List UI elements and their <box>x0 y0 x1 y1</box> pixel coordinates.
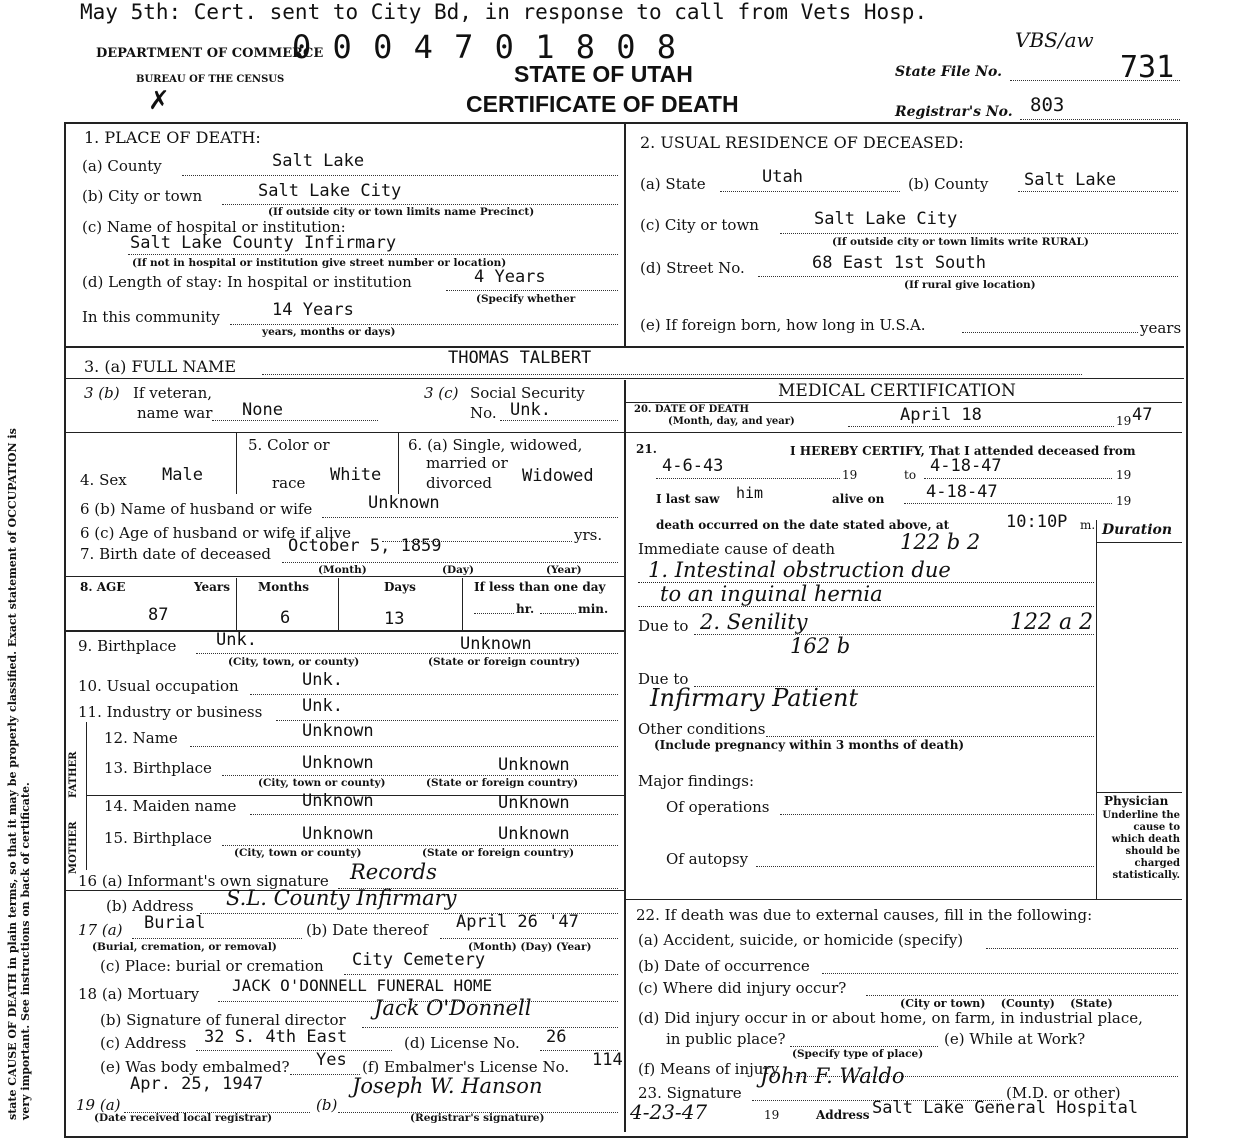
state-file-note: VBS/aw <box>1015 28 1094 52</box>
cause-line-3: 2. Senility <box>700 610 808 634</box>
years-label: Years <box>194 580 231 594</box>
dod-year: 47 <box>1132 405 1153 425</box>
informant-signature: Records <box>350 860 437 884</box>
pod-city-note: (If outside city or town limits name Precinct) <box>268 206 535 218</box>
embalmer-number: 114 <box>592 1050 623 1070</box>
license-value: 26 <box>546 1027 567 1047</box>
state-file-number: 731 <box>1120 50 1175 85</box>
where-label: (c) Where did injury occur? <box>638 979 847 997</box>
home-label-2: in public place? <box>666 1030 786 1048</box>
state-title: STATE OF UTAH <box>514 61 693 87</box>
birthplace-label: 9. Birthplace <box>78 637 177 655</box>
pod-hospital-label: (c) Name of hospital or institution: <box>82 218 346 236</box>
pod-city-label: (b) City or town <box>82 187 203 205</box>
marital-label-1: 6. (a) Single, widowed, <box>408 436 583 454</box>
director-signature: Jack O'Donnell <box>374 996 532 1020</box>
place-of-death-heading: 1. PLACE OF DEATH: <box>84 128 261 147</box>
medical-heading: MEDICAL CERTIFICATION <box>778 381 1016 401</box>
pod-community-note: years, months or days) <box>262 326 396 338</box>
registrar-date-note: (Date received local registrar) <box>94 1112 273 1124</box>
signature-label: 23. Signature <box>638 1084 742 1102</box>
embalmer-label: (f) Embalmer's License No. <box>362 1058 570 1076</box>
res-city-label: (c) City or town <box>640 216 759 234</box>
maiden-name-2: Unknown <box>498 793 570 813</box>
mortuary-label: 18 (a) Mortuary <box>78 985 200 1003</box>
color-label: 5. Color or <box>248 436 330 454</box>
registrar-number: 803 <box>1030 94 1065 116</box>
res-foreign-unit: years <box>1140 319 1182 337</box>
industry-label: 11. Industry or business <box>78 703 263 721</box>
res-city-note: (If outside city or town limits write RURAL) <box>832 236 1089 248</box>
md-label: (M.D. or other) <box>1006 1084 1121 1102</box>
days-label: Days <box>384 580 416 594</box>
license-label: (d) License No. <box>404 1034 520 1052</box>
registrar-sig-label: (b) <box>316 1096 338 1114</box>
cause-line-4: Infirmary Patient <box>650 684 859 712</box>
external-causes-label: 22. If death was due to external causes, fill in the following: <box>636 906 1093 924</box>
father-birthplace-label: 13. Birthplace <box>104 759 212 777</box>
side-instructions <box>6 428 32 1120</box>
mother-vertical-label: MOTHER <box>68 821 79 874</box>
age-label: 8. AGE <box>80 580 126 594</box>
ss-no: Unk. <box>510 400 551 420</box>
mother-bp-state-note: (State or foreign country) <box>422 847 575 859</box>
duration-label: Duration <box>1102 522 1173 538</box>
time-of-death: 10:10P <box>1006 512 1068 532</box>
mortuary-address: 32 S. 4th East <box>204 1027 348 1047</box>
hr-label: hr. <box>516 602 535 616</box>
state-file-label: State File No. <box>895 64 1003 80</box>
physician-address-label: Address <box>816 1108 870 1122</box>
other-conditions-label: Other conditions <box>638 720 766 738</box>
res-county-label: (b) County <box>908 175 989 193</box>
mother-birthplace-state: Unknown <box>498 824 570 844</box>
min-label: min. <box>578 602 609 616</box>
res-street-label: (d) Street No. <box>640 259 745 277</box>
ss-no-label: No. <box>470 404 497 422</box>
full-name: THOMAS TALBERT <box>448 348 592 368</box>
res-city: Salt Lake City <box>814 209 958 229</box>
cause-line-2: to an inguinal hernia <box>660 582 883 606</box>
spouse-age-label: 6 (c) Age of husband or wife if alive <box>80 524 352 542</box>
occupation-label: 10. Usual occupation <box>78 677 239 695</box>
dod-note: (Month, day, and year) <box>668 416 795 427</box>
pod-community: 14 Years <box>272 300 354 320</box>
cause-code-3: 162 b <box>790 634 851 658</box>
birthplace-state: Unknown <box>460 634 532 654</box>
marital-label-3: divorced <box>426 474 492 492</box>
birth-value: October 5, 1859 <box>288 536 442 556</box>
mother-birthplace-city: Unknown <box>302 824 374 844</box>
occupation-value: Unk. <box>302 670 343 690</box>
dod-year-prefix: 19 <box>1116 414 1132 428</box>
father-birthplace-city: Unknown <box>302 753 374 773</box>
pod-county: Salt Lake <box>272 151 365 171</box>
age-months: 6 <box>280 608 291 628</box>
birth-day-note: (Day) <box>442 564 474 576</box>
sex-value: Male <box>162 465 203 485</box>
attended-to: 4-18-47 <box>930 456 1002 476</box>
date-of-death: April 18 <box>900 405 982 425</box>
certify-text: I HEREBY CERTIFY, That I attended deceased from <box>790 444 1136 458</box>
last-saw-pronoun: him <box>736 484 764 502</box>
marital-label-2: married or <box>426 454 508 472</box>
burial-note: (Burial, cremation, or removal) <box>92 941 277 953</box>
father-vertical-label: FATHER <box>68 751 79 798</box>
res-state-label: (a) State <box>640 175 706 193</box>
pod-hospital-note: (If not in hospital or institution give street number or location) <box>132 257 507 269</box>
pod-county-label: (a) County <box>82 157 162 175</box>
informant-label: 16 (a) Informant's own signature <box>78 872 329 890</box>
pod-city: Salt Lake City <box>258 181 402 201</box>
burial-date-note: (Month) (Day) (Year) <box>468 941 592 953</box>
burial-date-label: (b) Date thereof <box>306 921 428 939</box>
where-notes: (City or town) (County) (State) <box>900 997 1113 1010</box>
res-state: Utah <box>762 167 803 187</box>
res-foreign-label: (e) If foreign born, how long in U.S.A. <box>640 316 926 334</box>
due-to-label-1: Due to <box>638 617 689 635</box>
less-than-day-label: If less than one day <box>474 580 606 594</box>
veteran-label-num: 3 (b) <box>84 384 120 402</box>
birth-year-note: (Year) <box>546 564 582 576</box>
spouse-value: Unknown <box>368 493 440 513</box>
alive-label: alive on <box>832 492 885 506</box>
spouse-label: 6 (b) Name of husband or wife <box>80 500 313 518</box>
spouse-age-unit: yrs. <box>574 526 603 544</box>
dept-label: DEPARTMENT OF COMMERCE <box>96 46 324 61</box>
certify-number: 21. <box>636 442 657 456</box>
occurred-label: death occurred on the date stated above, at <box>656 518 950 532</box>
physician-address: Salt Lake General Hospital <box>872 1098 1139 1118</box>
immediate-cause-label: Immediate cause of death <box>638 540 836 558</box>
side-instructions-line1: state CAUSE OF DEATH in plain terms, so that it may be properly classified. Exact statement of OCCUPATION is <box>6 428 19 1120</box>
attended-from: 4-6-43 <box>662 456 724 476</box>
industry-value: Unk. <box>302 696 343 716</box>
race-value: White <box>330 465 382 485</box>
pod-community-label: In this community <box>82 308 220 326</box>
cause-code-2: 122 a 2 <box>1010 610 1094 635</box>
informant-address: S.L. County Infirmary <box>226 886 457 910</box>
major-findings-label: Major findings: <box>638 772 755 790</box>
marital-value: Widowed <box>522 466 594 486</box>
last-saw-label: I last saw <box>656 492 720 506</box>
home-label-1: (d) Did injury occur in or about home, on farm, in industrial place, <box>638 1009 1143 1027</box>
birth-label: 7. Birth date of deceased <box>80 545 271 563</box>
mortuary-address-label: (c) Address <box>100 1034 187 1052</box>
ss-label-num: 3 (c) <box>424 384 459 402</box>
pod-stay: 4 Years <box>474 267 546 287</box>
mother-birthplace-label: 15. Birthplace <box>104 829 212 847</box>
certificate-title: CERTIFICATE OF DEATH <box>466 91 739 117</box>
residence-heading: 2. USUAL RESIDENCE OF DECEASED: <box>640 133 964 152</box>
check-mark-icon: ✗ <box>148 86 170 116</box>
bureau-label: BUREAU OF THE CENSUS <box>136 74 285 85</box>
accident-label: (a) Accident, suicide, or homicide (specify) <box>638 931 964 949</box>
registrar-label: 19 (a) <box>76 1096 121 1114</box>
due-to-label-2: Due to <box>638 670 689 688</box>
birth-month-note: (Month) <box>318 564 367 576</box>
res-county: Salt Lake <box>1024 170 1117 190</box>
means-label: (f) Means of injury <box>638 1060 780 1078</box>
burial-place: City Cemetery <box>352 950 486 970</box>
side-instructions-line2: very important. See instructions on back of certificate. <box>19 782 32 1120</box>
last-saw-19: 19 <box>1116 494 1132 508</box>
pod-stay-label: (d) Length of stay: In hospital or institution <box>82 273 412 291</box>
pod-stay-note: (Specify whether <box>476 293 576 305</box>
other-conditions-note: (Include pregnancy within 3 months of death) <box>654 738 965 752</box>
burial-value: Burial <box>144 913 206 933</box>
race-label: race <box>272 474 306 492</box>
birthplace-city-note: (City, town, or county) <box>228 656 360 668</box>
war-label: name war <box>137 404 213 422</box>
serial-number: 0 0 0 4 7 0 1 8 0 8 <box>292 28 678 66</box>
last-saw-date: 4-18-47 <box>926 482 998 502</box>
work-label: (e) While at Work? <box>944 1030 1086 1048</box>
pod-hospital: Salt Lake County Infirmary <box>130 233 397 253</box>
res-street: 68 East 1st South <box>812 253 986 273</box>
home-note: (Specify type of place) <box>792 1048 924 1060</box>
informant-address-label: (b) Address <box>106 897 194 915</box>
father-name: Unknown <box>302 721 374 741</box>
age-days: 13 <box>384 609 405 629</box>
birthplace-state-note: (State or foreign country) <box>428 656 581 668</box>
months-label: Months <box>258 580 310 594</box>
signature-date: 4-23-47 <box>630 1100 708 1124</box>
occurrence-label: (b) Date of occurrence <box>638 957 810 975</box>
veteran-label: If veteran, <box>133 384 213 402</box>
autopsy-label: Of autopsy <box>666 850 749 868</box>
mortuary-value: JACK O'DONNELL FUNERAL HOME <box>232 976 493 995</box>
attended-from-19: 19 <box>842 468 858 482</box>
embalmed-value: Yes <box>316 1050 347 1070</box>
age-years: 87 <box>148 605 169 625</box>
time-unit: m. <box>1080 518 1096 532</box>
burial-label: 17 (a) <box>78 921 123 939</box>
registrar-number-label: Registrar's No. <box>895 104 1013 120</box>
attended-to-19: 19 <box>1116 468 1132 482</box>
cause-line-1: 1. Intestinal obstruction due <box>648 558 951 582</box>
registrar-sig-note: (Registrar's signature) <box>410 1112 545 1124</box>
immediate-code: 122 b 2 <box>900 530 981 554</box>
maiden-name-label: 14. Maiden name <box>104 797 237 815</box>
sex-label: 4. Sex <box>80 471 127 489</box>
physician-note: Underline the cause to which death should be charged statistically. <box>1102 810 1180 881</box>
registrar-signature: Joseph W. Hanson <box>352 1074 543 1098</box>
father-bp-city-note: (City, town or county) <box>258 777 386 789</box>
director-label: (b) Signature of funeral director <box>100 1011 346 1029</box>
operations-label: Of operations <box>666 798 770 816</box>
res-street-note: (If rural give location) <box>904 279 1036 291</box>
birthplace-city: Unk. <box>216 630 257 650</box>
father-name-label: 12. Name <box>104 729 178 747</box>
registrar-date: Apr. 25, 1947 <box>130 1074 264 1094</box>
full-name-label: 3. (a) FULL NAME <box>84 357 236 376</box>
father-bp-state-note: (State or foreign country) <box>426 777 579 789</box>
mother-bp-city-note: (City, town or county) <box>234 847 362 859</box>
ss-label: Social Security <box>470 384 585 402</box>
signature-19: 19 <box>764 1108 780 1122</box>
burial-place-label: (c) Place: burial or cremation <box>100 957 324 975</box>
father-birthplace-state: Unknown <box>498 755 570 775</box>
burial-date: April 26 '47 <box>456 912 579 932</box>
maiden-name: Unknown <box>302 791 374 811</box>
to-label: to <box>904 468 917 482</box>
physician-signature: John F. Waldo <box>760 1064 905 1088</box>
top-note: May 5th: Cert. sent to City Bd, in response to call from Vets Hosp. <box>80 0 928 24</box>
dod-label: 20. DATE OF DEATH <box>634 404 749 415</box>
physician-heading: Physician <box>1104 794 1169 808</box>
embalmed-label: (e) Was body embalmed? <box>100 1058 290 1076</box>
war-value: None <box>242 400 283 420</box>
